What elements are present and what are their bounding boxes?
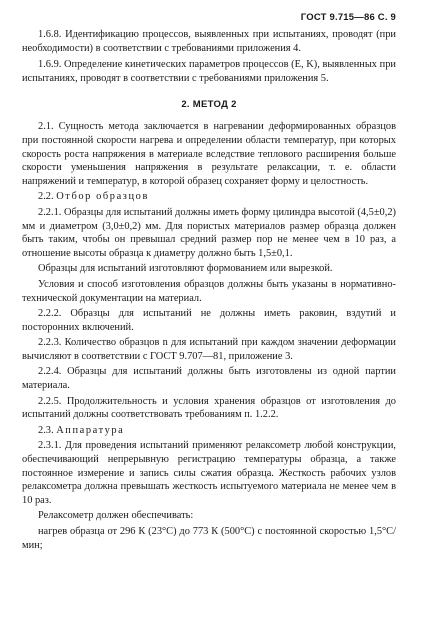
section-title: 2. МЕТОД 2 bbox=[181, 99, 237, 111]
paragraph-2-3-1: 2.3.1. Для проведения испытаний применяют релаксометр любой конструкции, обеспечивающий непрерывную регистрацию температуры образца, а также постоянное измерение и запись силы сжатия образца. Жесткость рабочих узлов релаксометра должна превышать жесткость испытуемого материала не менее чем в 10 раз. bbox=[22, 440, 396, 506]
paragraph-2-3-1-heating: нагрев образца от 296 К (23°С) до 773 К (500°С) с постоянной скоростью 1,5°С/мин; bbox=[22, 526, 396, 551]
paragraph-2-2-1: 2.2.1. Образцы для испытаний должны иметь форму цилиндра высотой (4,5±0,2) мм и диаметром (3,0±0,2) мм. Для пористых материалов размер образца должен быть таким, чтобы он превышал средний размер пор не менее чем в 10 раз, а отношение высоты образца к диаметру должно быть 1,5±0,1. bbox=[22, 206, 396, 259]
page-header: ГОСТ 9.715—86 С. 9 bbox=[300, 12, 396, 23]
paragraph-2-2-1-forming: Образцы для испытаний изготовляют формованием или вырезкой. bbox=[38, 263, 333, 275]
paragraph-2-2-1-conditions: Условия и способ изготовления образцов должны быть указаны в нормативно-технической документации на материал. bbox=[22, 278, 396, 304]
subsection-2-2-number: 2.2. bbox=[38, 191, 54, 203]
paragraph-2-3-1-requirements: Релаксометр должен обеспечивать: bbox=[38, 510, 194, 522]
paragraph-2-2-4: 2.2.4. Образцы для испытаний должны быть изготовлены из одной партии материала. bbox=[22, 366, 396, 392]
subsection-2-3-heading bbox=[22, 424, 396, 438]
paragraph-2-2-5: 2.2.5. Продолжительность и условия хранения образцов от изготовления до испытаний должны соответствовать требованиям п. 1.2.2. bbox=[22, 395, 396, 421]
paragraph-1-6-9: 1.6.9. Определение кинетических параметров процессов (E, K), выявленных при испытаниях, проводят в соответствии с требованиями приложения 5. bbox=[22, 59, 396, 84]
subsection-2-2-title: Отбор образцов bbox=[56, 191, 149, 203]
paragraph-2-1: 2.1. Сущность метода заключается в нагревании деформированных образцов при постоянной скорости нагрева и определении области температур, при которых скорость роста напряжения в материале вследствие теплового расширения больше скорости уменьшения напряжения в результате релаксации, т. е. области напряжений и температур, в которой образец сохраняет форму и целостность. bbox=[22, 121, 396, 187]
subsection-2-3-number: 2.3. bbox=[38, 424, 54, 436]
subsection-2-3-title: Аппаратура bbox=[56, 424, 125, 436]
paragraph-2-2-3: 2.2.3. Количество образцов n для испытаний при каждом значении деформации вычисляют в соответствии с ГОСТ 9.707—81, приложение 3. bbox=[22, 337, 396, 362]
paragraph-2-2-2: 2.2.2. Образцы для испытаний не должны иметь раковин, вздутий и посторонних включений. bbox=[22, 308, 396, 333]
subsection-2-2-heading bbox=[22, 190, 396, 204]
paragraph-1-6-8: 1.6.8. Идентификацию процессов, выявленных при испытаниях, проводят (при необходимости) в соответствии с требованиями приложения 4. bbox=[22, 29, 396, 54]
